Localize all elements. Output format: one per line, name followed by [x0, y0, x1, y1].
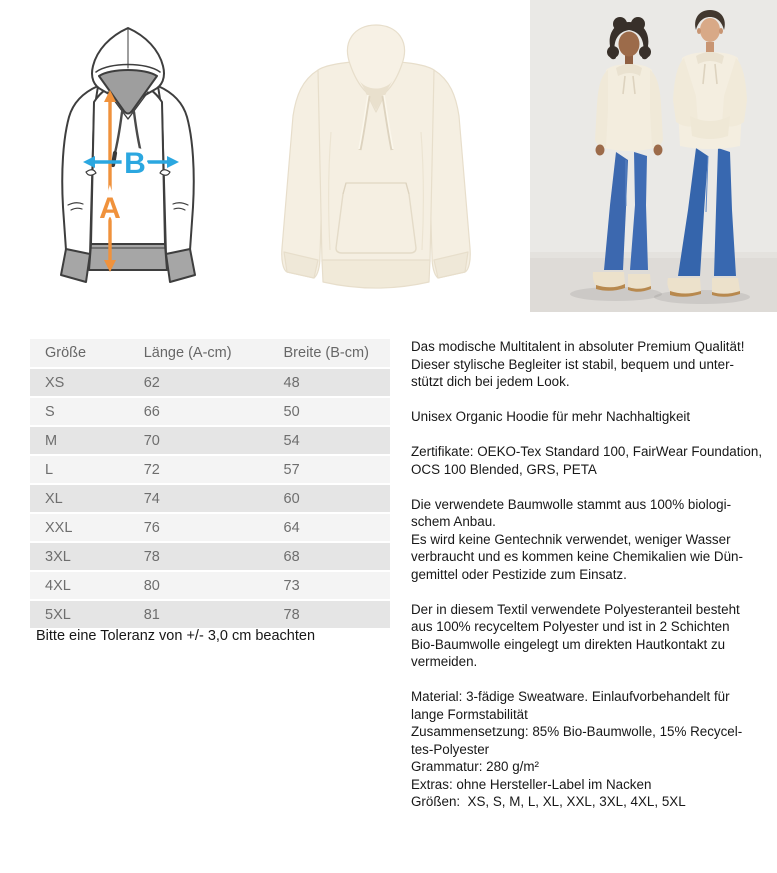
- size-table-body: [30, 369, 390, 628]
- table-cell: 3XL: [30, 543, 143, 570]
- table-cell: 78: [283, 601, 390, 628]
- table-cell: XS: [30, 369, 143, 396]
- table-cell: M: [30, 427, 143, 454]
- description-line: Zusammensetzung: 85% Bio-Baumwolle, 15% Recycel-: [411, 724, 743, 739]
- size-measurement-diagram: [28, 22, 228, 290]
- description-line: Extras: ohne Hersteller-Label im Nacken: [411, 776, 652, 792]
- description-paragraph: [411, 338, 773, 391]
- size-table: [30, 337, 390, 630]
- table-row: [30, 456, 390, 483]
- table-row: [30, 485, 390, 512]
- description-line: Die verwendete Baumwolle stammt aus 100% biologi-: [411, 496, 732, 512]
- studio-floor: [530, 256, 777, 312]
- table-row: [30, 427, 390, 454]
- table-cell: 81: [143, 601, 283, 628]
- table-cell: 62: [143, 369, 283, 396]
- description-paragraph: [411, 408, 773, 426]
- description-line: Grammatur: 280 g/m²: [411, 759, 539, 774]
- table-cell: 70: [143, 427, 283, 454]
- table-cell: 4XL: [30, 572, 143, 599]
- description-line: OCS 100 Blended, GRS, PETA: [411, 461, 597, 477]
- description-line: Zertifikate: OEKO-Tex Standard 100, FairWear Foundation,: [411, 444, 763, 459]
- description-line: Bio-Baumwolle eingelegt um direkten Hautkontakt zu: [411, 636, 726, 652]
- description-paragraph: [411, 496, 773, 584]
- table-cell: 50: [283, 398, 390, 425]
- description-line: stützt dich bei jedem Look.: [411, 374, 570, 389]
- size-table-section: [30, 337, 390, 630]
- table-row: [30, 601, 390, 628]
- size-table-header-row: [30, 339, 390, 367]
- size-table-head: [30, 339, 390, 367]
- description-line: Größen: XS, S, M, L, XL, XXL, 3XL, 4XL, 5XL: [411, 794, 686, 809]
- table-cell: 60: [283, 485, 390, 512]
- table-cell: 73: [283, 572, 390, 599]
- table-cell: 66: [143, 398, 283, 425]
- description-line: aus 100% recyceltem Polyester und ist in 2 Schichten: [411, 619, 730, 634]
- table-cell: 57: [283, 456, 390, 483]
- description-line: Dieser stylische Begleiter ist stabil, bequem und unter-: [411, 356, 735, 372]
- description-line: tes-Polyester: [411, 741, 490, 757]
- description-line: Material: 3-fädige Sweatware. Einlaufvorbehandelt für: [411, 689, 730, 704]
- table-cell: 72: [143, 456, 283, 483]
- table-cell: L: [30, 456, 143, 483]
- table-cell: 5XL: [30, 601, 143, 628]
- table-cell: 76: [143, 514, 283, 541]
- measure-label-b: B: [124, 147, 146, 180]
- table-row: [30, 398, 390, 425]
- description-line: Das modische Multitalent in absoluter Premium Qualität!: [411, 339, 745, 354]
- table-row: [30, 514, 390, 541]
- size-table-header-cell: Größe: [30, 339, 143, 367]
- description-line: gemittel oder Pestizide zum Einsatz.: [411, 566, 627, 582]
- table-cell: 54: [283, 427, 390, 454]
- product-photo-flat: [256, 12, 496, 304]
- product-description: [411, 338, 773, 828]
- flat-hoodie: [282, 25, 471, 288]
- table-cell: 64: [283, 514, 390, 541]
- table-cell: 48: [283, 369, 390, 396]
- models-photo-illustration: [530, 0, 777, 312]
- table-cell: 68: [283, 543, 390, 570]
- description-paragraph: [411, 601, 773, 671]
- table-row: [30, 369, 390, 396]
- description-line: Der in diesem Textil verwendete Polyesteranteil besteht: [411, 601, 740, 617]
- hoodie-line-drawing: [28, 22, 228, 290]
- table-cell: XL: [30, 485, 143, 512]
- description-paragraph: [411, 688, 773, 811]
- flat-hoodie-photo: [256, 12, 496, 304]
- description-line: Unisex Organic Hoodie für mehr Nachhaltigkeit: [411, 409, 691, 424]
- table-row: [30, 572, 390, 599]
- table-cell: 74: [143, 485, 283, 512]
- models-photo: [530, 0, 777, 312]
- table-cell: S: [30, 398, 143, 425]
- size-table-header-cell: Breite (B-cm): [283, 339, 390, 367]
- description-line: lange Formstabilität: [411, 706, 528, 722]
- size-table-header-cell: Länge (A-cm): [143, 339, 283, 367]
- table-row: [30, 543, 390, 570]
- description-line: Es wird keine Gentechnik verwendet, weniger Wasser: [411, 531, 731, 547]
- table-cell: XXL: [30, 514, 143, 541]
- tolerance-note: Bitte eine Toleranz von +/- 3,0 cm beachten: [36, 628, 316, 644]
- description-paragraph: [411, 443, 773, 478]
- description-line: verbraucht und es kommen keine Chemikalien wie Dün-: [411, 549, 743, 564]
- description-line: schem Anbau.: [411, 514, 496, 529]
- table-cell: 78: [143, 543, 283, 570]
- description-line: vermeiden.: [411, 654, 478, 669]
- table-cell: 80: [143, 572, 283, 599]
- measure-label-a: A: [99, 192, 121, 225]
